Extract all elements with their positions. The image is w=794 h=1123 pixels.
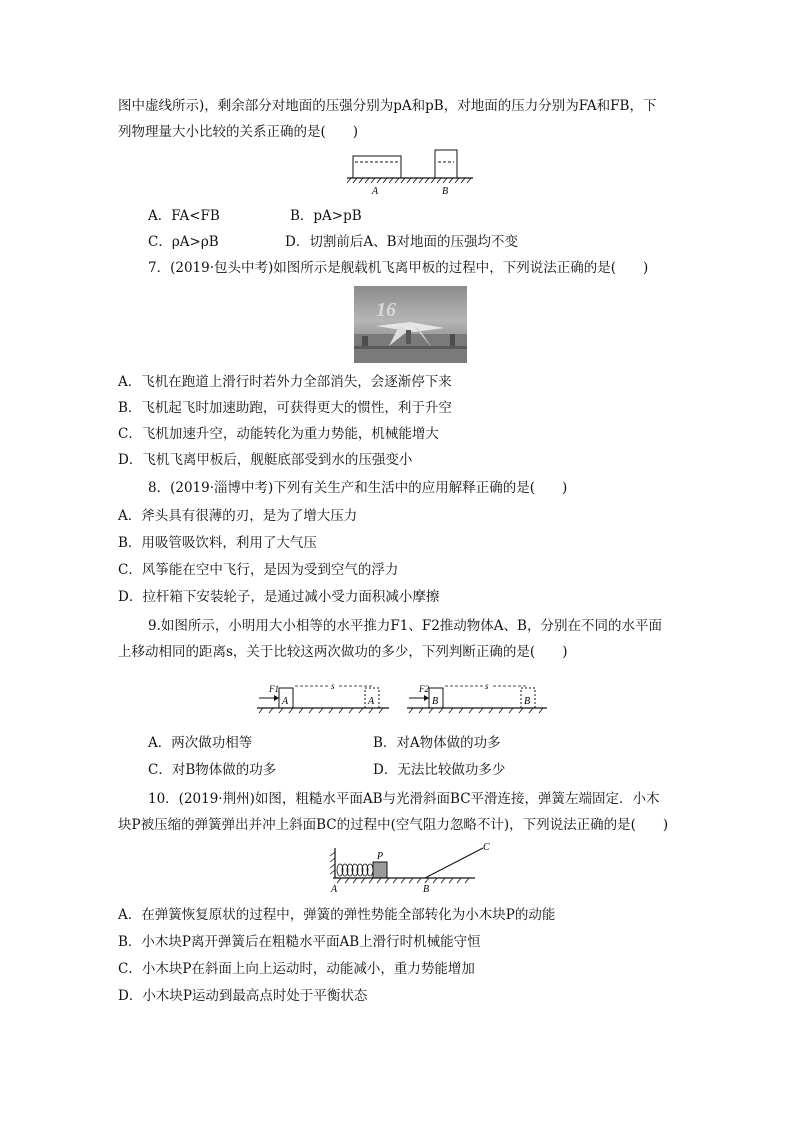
q9-option-d[interactable]: D．无法比较做功多少 <box>373 762 506 778</box>
q7-option-d[interactable]: D．飞机飞离甲板后，舰艇底部受到水的压强变小 <box>118 452 413 468</box>
q9-option-c[interactable]: C．对B物体做的功多 <box>148 762 277 778</box>
q9-fig-f1: F1 <box>269 684 279 694</box>
q9-fig-f2: F2 <box>419 684 429 694</box>
q9-fig-s-left: s <box>331 681 335 691</box>
q10-stem-line2: 块P被压缩的弹簧弹出并冲上斜面BC的过程中(空气阻力忽略不计)，下列说法正确的是( ) <box>118 817 669 833</box>
q6-fig-label-b: B <box>442 186 449 197</box>
q9-fig-a-end: A <box>368 696 375 707</box>
q10-fig-c: C <box>483 842 490 853</box>
q9-option-b[interactable]: B．对A物体做的功多 <box>373 735 501 751</box>
q8-option-d[interactable]: D．拉杆箱下安装轮子，是通过减小受力面积减小摩擦 <box>118 589 440 605</box>
q8-option-b[interactable]: B．用吸管吸饮料，利用了大气压 <box>118 535 317 551</box>
q6-option-c[interactable]: C．ρA>ρB <box>148 234 219 250</box>
q6-stem-line1: 图中虚线所示)，剩余部分对地面的压强分别为pA和pB，对地面的压力分别为FA和FB，下 <box>118 98 657 114</box>
q9-stem-line1: 9.如图所示，小明用大小相等的水平推力F1、F2推动物体A、B，分别在不同的水平面 <box>148 618 662 634</box>
q6-option-d[interactable]: D．切割前后A、B对地面的压强均不变 <box>285 234 518 250</box>
q6-stem-line2: 列物理量大小比较的关系正确的是( ) <box>118 124 359 140</box>
q9-option-a[interactable]: A．两次做功相等 <box>148 735 253 751</box>
q9-figure <box>255 676 555 716</box>
q10-option-c[interactable]: C．小木块P在斜面上向上运动时，动能减小，重力势能增加 <box>118 961 475 977</box>
q6-option-b[interactable]: B．pA>pB <box>290 208 362 224</box>
q10-fig-p: P <box>377 851 384 862</box>
q6-figure <box>345 148 480 198</box>
q8-option-a[interactable]: A．斧头具有很薄的刃，是为了增大压力 <box>118 508 358 524</box>
q9-fig-a-start: A <box>282 696 289 707</box>
q9-fig-b-end: B <box>524 696 531 707</box>
q7-option-c[interactable]: C．飞机加速升空，动能转化为重力势能，机械能增大 <box>118 426 439 442</box>
q9-fig-b-start: B <box>432 696 439 707</box>
q7-option-b[interactable]: B．飞机起飞时加速助跑，可获得更大的惯性，利于升空 <box>118 400 452 416</box>
q10-option-b[interactable]: B．小木块P离开弹簧后在粗糙水平面AB上滑行时机械能守恒 <box>118 934 481 950</box>
q6-fig-label-a: A <box>372 186 379 197</box>
q10-option-d[interactable]: D．小木块P运动到最高点时处于平衡状态 <box>118 988 368 1004</box>
q9-fig-s-right: s <box>485 681 489 691</box>
q9-stem-line2: 上移动相同的距离s，关于比较这两次做功的多少，下列判断正确的是( ) <box>118 644 568 660</box>
q7-stem: 7．(2019·包头中考)如图所示是舰载机飞离甲板的过程中，下列说法正确的是( ) <box>148 260 649 276</box>
q7-aircraft-photo <box>354 286 467 363</box>
q10-figure <box>325 842 505 894</box>
q8-stem: 8．(2019·淄博中考)下列有关生产和生活中的应用解释正确的是( ) <box>148 480 568 496</box>
q6-option-a[interactable]: A．FA<FB <box>148 208 220 224</box>
q10-stem-line1: 10．(2019·荆州)如图，粗糙水平面AB与光滑斜面BC平滑连接，弹簧左端固定．小木 <box>148 791 660 807</box>
q7-option-a[interactable]: A．飞机在跑道上滑行时若外力全部消失，会逐渐停下来 <box>118 374 452 390</box>
q10-fig-b: B <box>423 884 430 894</box>
q10-fig-a: A <box>331 884 338 894</box>
q7-photo-hull-number: 16 <box>376 299 396 321</box>
q8-option-c[interactable]: C．风筝能在空中飞行，是因为受到空气的浮力 <box>118 562 399 578</box>
q10-option-a[interactable]: A．在弹簧恢复原状的过程中，弹簧的弹性势能全部转化为小木块P的动能 <box>118 907 556 923</box>
